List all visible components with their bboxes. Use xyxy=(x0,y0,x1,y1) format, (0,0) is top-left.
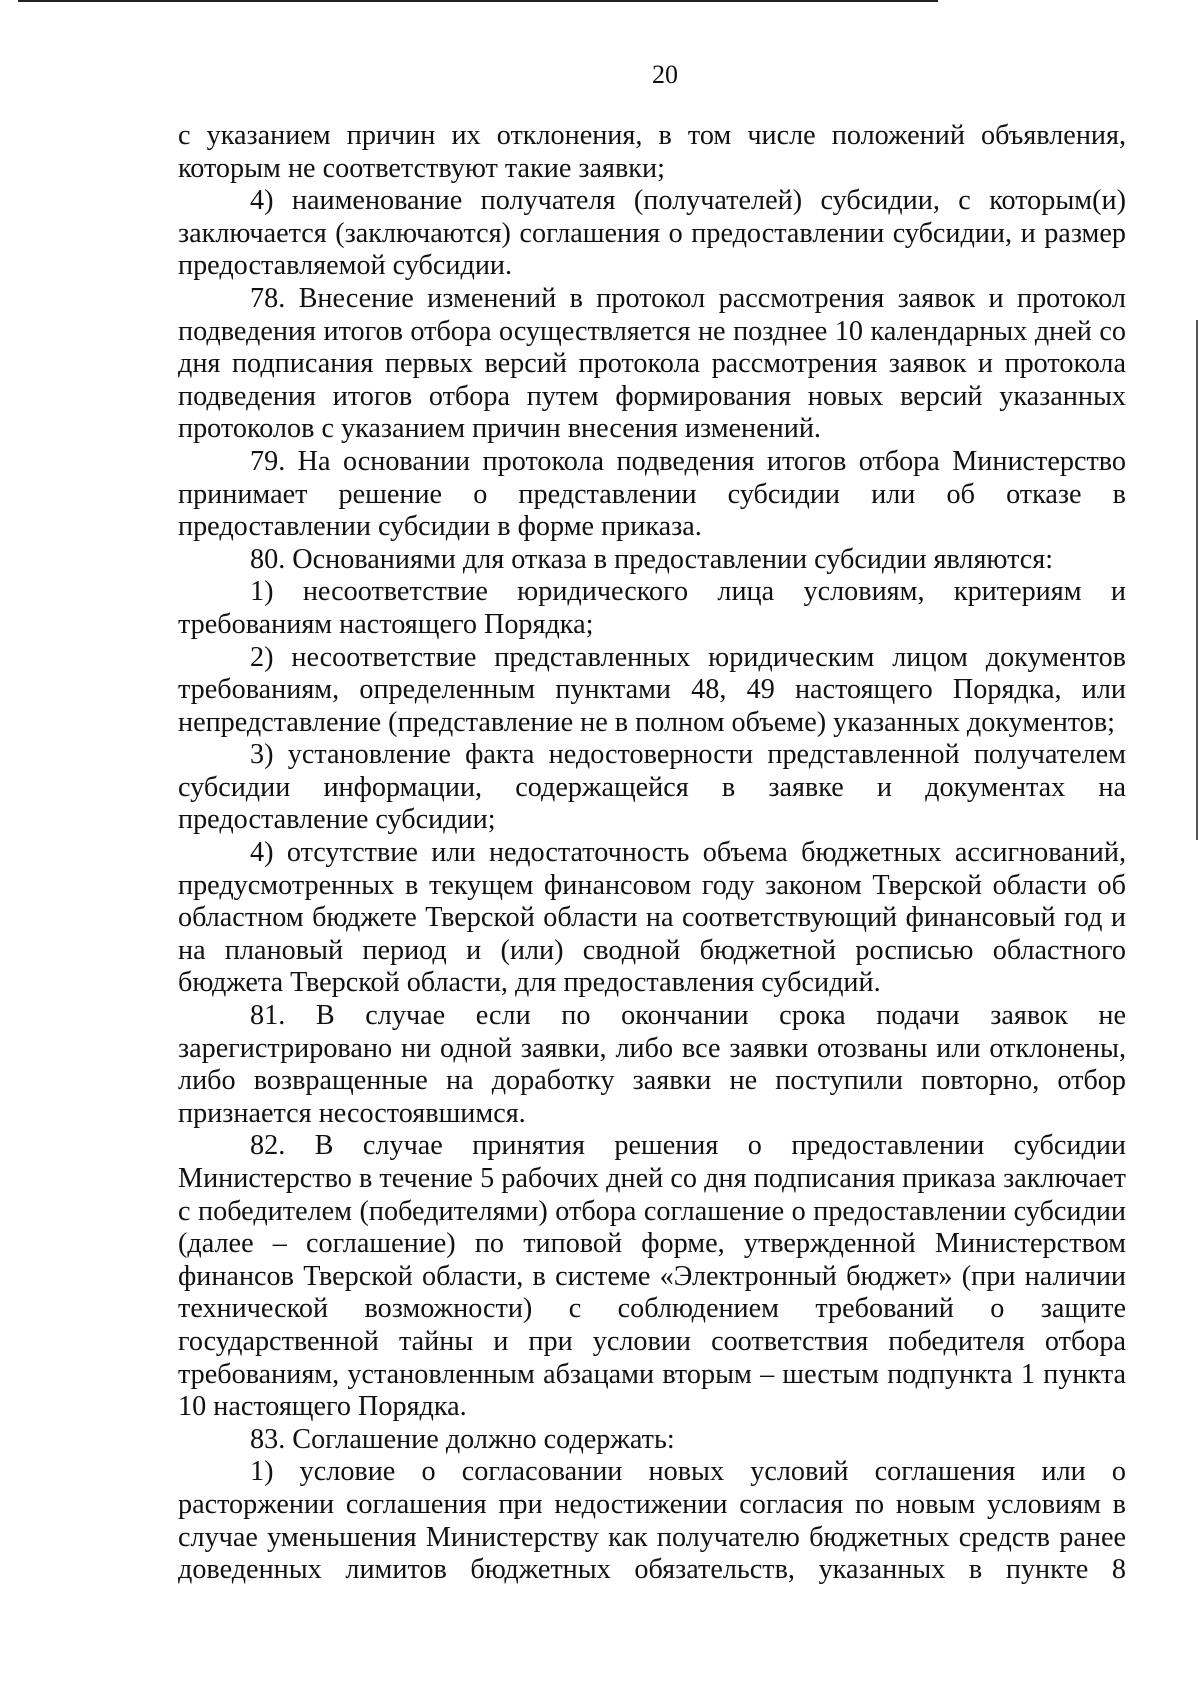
paragraph-continuation: с указанием причин их отклонения, в том числе положений объявления, которым не соответствуют такие заявки; xyxy=(178,120,1126,184)
paragraph-80-item-1: 1) несоответствие юридического лица условиям, критериям и требованиям настоящего Порядка; xyxy=(178,576,1126,640)
paragraph-79: 79. На основании протокола подведения итогов отбора Министерство принимает решение о представлении субсидии или об отказе в предоставлении субсидии в форме приказа. xyxy=(178,445,1126,543)
paragraph-82: 82. В случае принятия решения о предоставлении субсидии Министерство в течение 5 рабочих дней со дня подписания приказа заключает с победителем (победителями) отбора соглашение о предоставлении субсидии (далее – соглашение) по типовой форме, утвержденной Министерством финансов Тверской области, в системе «Электронный бюджет» (при наличии технической возможности) с соблюдением требований о защите государственной тайны и при условии соответствия победителя отбора требованиям, установленным абзацами вторым – шестым подпункта 1 пункта 10 настоящего Порядка. xyxy=(178,1130,1126,1423)
paragraph-80-item-3: 3) установление факта недостоверности представленной получателем субсидии информации, содержащейся в заявке и документах на предоставление субсидии; xyxy=(178,739,1126,836)
document-body xyxy=(178,120,1126,1587)
paragraph-83: 83. Соглашение должно содержать: xyxy=(250,1423,675,1455)
paragraph-83-item-1: 1) условие о согласовании новых условий соглашения или о расторжении соглашения при недостижении согласия по новым условиям в случае уменьшения Министерству как получателю бюджетных средств ранее доведенных лимитов бюджетных обязательств, указанных в пункте 8 xyxy=(178,1456,1126,1586)
scan-right-edge-mark xyxy=(1196,320,1198,840)
page-number: 20 xyxy=(652,60,678,89)
paragraph-80: 80. Основаниями для отказа в предоставлении субсидии являются: xyxy=(250,543,1054,575)
paragraph-77-item-4: 4) наименование получателя (получателей) субсидии, с которым(и) заключается (заключаются) соглашения о предоставлении субсидии, и размер предоставляемой субсидии. xyxy=(178,185,1126,282)
paragraph-78: 78. Внесение изменений в протокол рассмотрения заявок и протокол подведения итогов отбора осуществляется не позднее 10 календарных дней со дня подписания первых версий протокола рассмотрения заявок и протокола подведения итогов отбора путем формирования новых версий указанных протоколов с указанием причин внесения изменений. xyxy=(178,282,1126,445)
paragraph-80-item-4: 4) отсутствие или недостаточность объема бюджетных ассигнований, предусмотренных в текущем финансовом году законом Тверской области об областном бюджете Тверской области на соответствующий финансовый год и на плановый период и (или) сводной бюджетной росписью областного бюджета Тверской области, для предоставления субсидий. xyxy=(178,837,1126,999)
paragraph-80-item-2: 2) несоответствие представленных юридическим лицом документов требованиям, определенным пунктами 48, 49 настоящего Порядка, или непредставление (представление не в полном объеме) указанных документов; xyxy=(178,641,1126,738)
paragraph-81: 81. В случае если по окончании срока подачи заявок не зарегистрировано ни одной заявки, либо все заявки отозваны или отклонены, либо возвращенные на доработку заявки не поступили повторно, отбор признается несостоявшимся. xyxy=(178,1000,1126,1129)
scan-top-edge-line xyxy=(18,0,938,2)
